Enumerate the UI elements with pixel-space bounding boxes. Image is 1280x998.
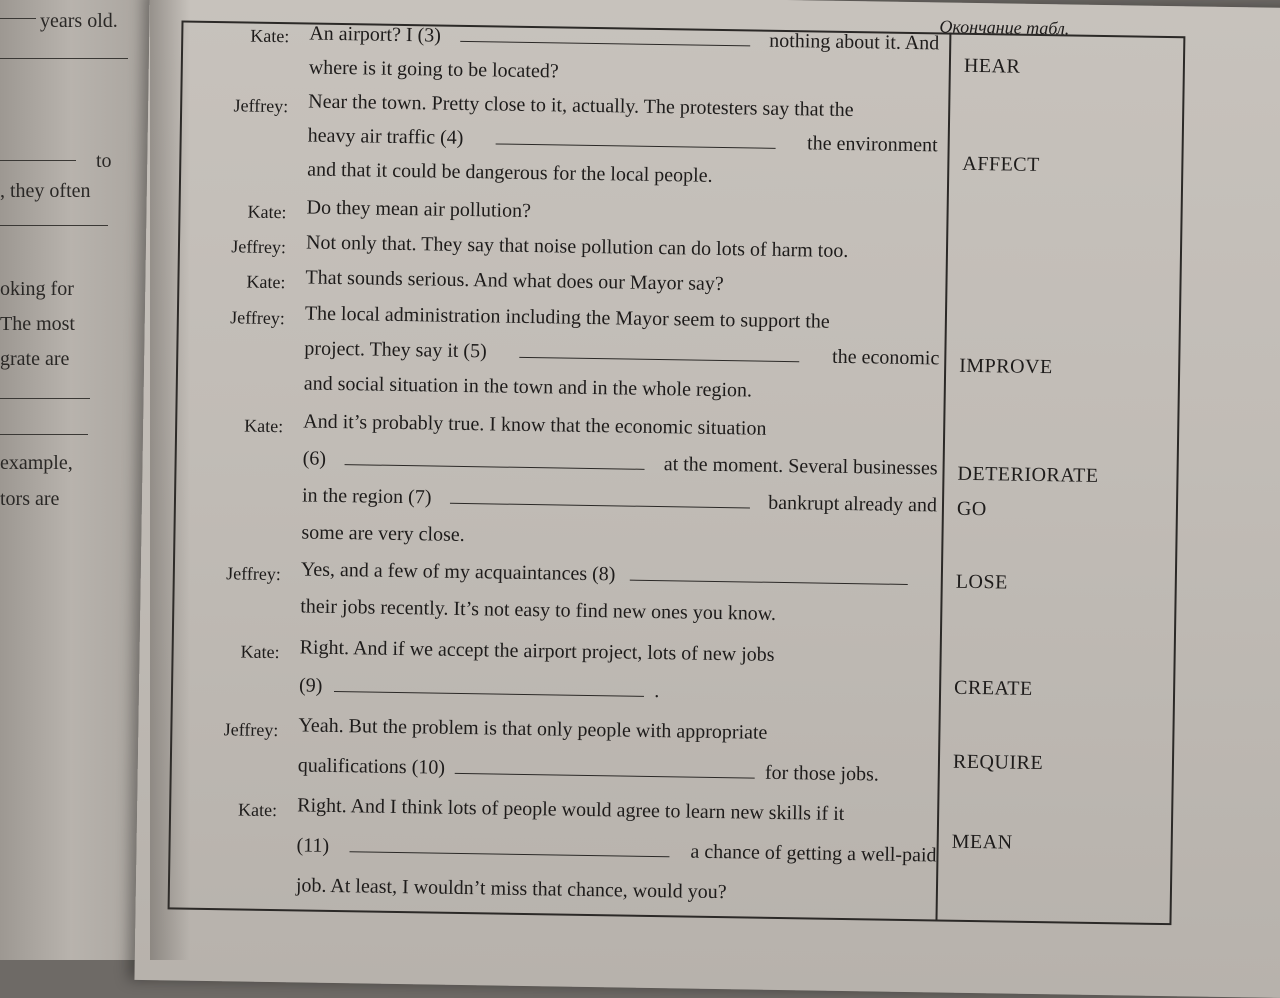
left-text: grate are [0,348,70,370]
text: (6) [302,447,327,470]
rule [0,160,76,161]
text: That sounds serious. And what does our Mayor say? [305,266,724,296]
speaker-label: Jeffrey: [233,95,289,117]
answer-blank-11[interactable] [350,835,670,857]
left-text: , they often [0,180,91,202]
text: Not only that. They say that noise pollution can do lots of harm too. [305,231,849,262]
text: . [654,680,660,703]
text: nothing about it. And [769,29,940,55]
speaker-label: Jeffrey: [223,719,279,741]
text: Yeah. But the problem is that only people with appropriate [298,714,768,744]
text: heavy air traffic (4) [307,124,464,149]
keyword: HEAR [963,54,1021,78]
left-text: oking for [0,278,74,300]
text: Right. And if we accept the airport project, lots of new jobs [299,636,775,666]
keyword: LOSE [955,570,1008,594]
text: and social situation in the town and in the whole region. [303,372,753,402]
answer-blank-10[interactable] [455,757,755,779]
text: (11) [296,834,330,857]
text: bankrupt already and [768,491,938,517]
left-text: to [96,150,112,172]
keyword: REQUIRE [952,750,1044,775]
dialogue-line [309,57,559,84]
rule [0,18,36,19]
speaker-label: Kate: [247,201,287,223]
speaker-label: Jeffrey: [226,563,281,585]
dialogue-line [306,196,531,223]
keyword: AFFECT [962,152,1041,176]
text: The local administration including the Mayor seem to support the [304,302,830,333]
text: the environment [806,132,938,157]
text: and that it could be dangerous for the local people. [307,158,713,187]
answer-blank-6[interactable] [345,448,645,470]
speaker-label: Kate: [250,25,290,47]
text: at the moment. Several businesses [663,453,938,480]
text: Do they mean air pollution? [306,196,532,223]
keyword: DETERIORATE [957,462,1099,487]
answer-blank-8[interactable] [629,564,907,585]
text: Yes, and a few of my acquaintances (8) [300,558,616,586]
left-text: example, [0,452,73,474]
speaker-label: Kate: [246,271,286,293]
answer-blank-3[interactable] [460,25,750,47]
dialogue-line [301,521,465,547]
text: some are very close. [301,521,465,547]
keyword: GO [956,497,988,521]
text: An airport? I (3) [309,22,442,47]
text: project. They say it (5) [304,337,487,363]
text: their jobs recently. It’s not easy to find new ones you know. [300,595,777,625]
answer-blank-7[interactable] [450,487,750,509]
left-text: The most [0,313,75,335]
text: job. At least, I wouldn’t miss that chance, would you? [295,874,727,904]
rule [0,58,128,59]
speaker-label: Jeffrey: [230,307,286,329]
rule [0,225,108,226]
speaker-label: Kate: [244,415,284,437]
keyword: IMPROVE [959,354,1053,379]
text: And it’s probably true. I know that the economic situation [303,410,767,440]
text: a chance of getting a well-paid [690,840,937,867]
answer-blank-5[interactable] [519,341,799,362]
textbook-page [134,0,1280,998]
left-text: years old. [40,10,118,32]
keyword: MEAN [951,830,1013,854]
rule [0,398,90,399]
text: qualifications (10) [297,754,446,779]
keyword: CREATE [953,676,1033,700]
speaker-label: Jeffrey: [231,236,287,258]
text: for those jobs. [764,761,880,786]
table-caption: Окончание табл. [939,16,1070,39]
answer-blank-4[interactable] [495,127,775,148]
speaker-label: Kate: [240,641,280,663]
text: Right. And I think lots of people would agree to learn new skills if it [297,794,845,826]
text: Near the town. Pretty close to it, actually. The protesters say that the [308,90,854,122]
text: where is it going to be located? [308,56,559,83]
text: the economic [831,345,940,370]
text: (9) [298,674,323,697]
speaker-label: Kate: [237,799,278,821]
left-text: tors are [0,488,60,510]
text: in the region (7) [301,484,432,509]
rule [0,434,88,435]
answer-blank-9[interactable] [334,675,644,697]
